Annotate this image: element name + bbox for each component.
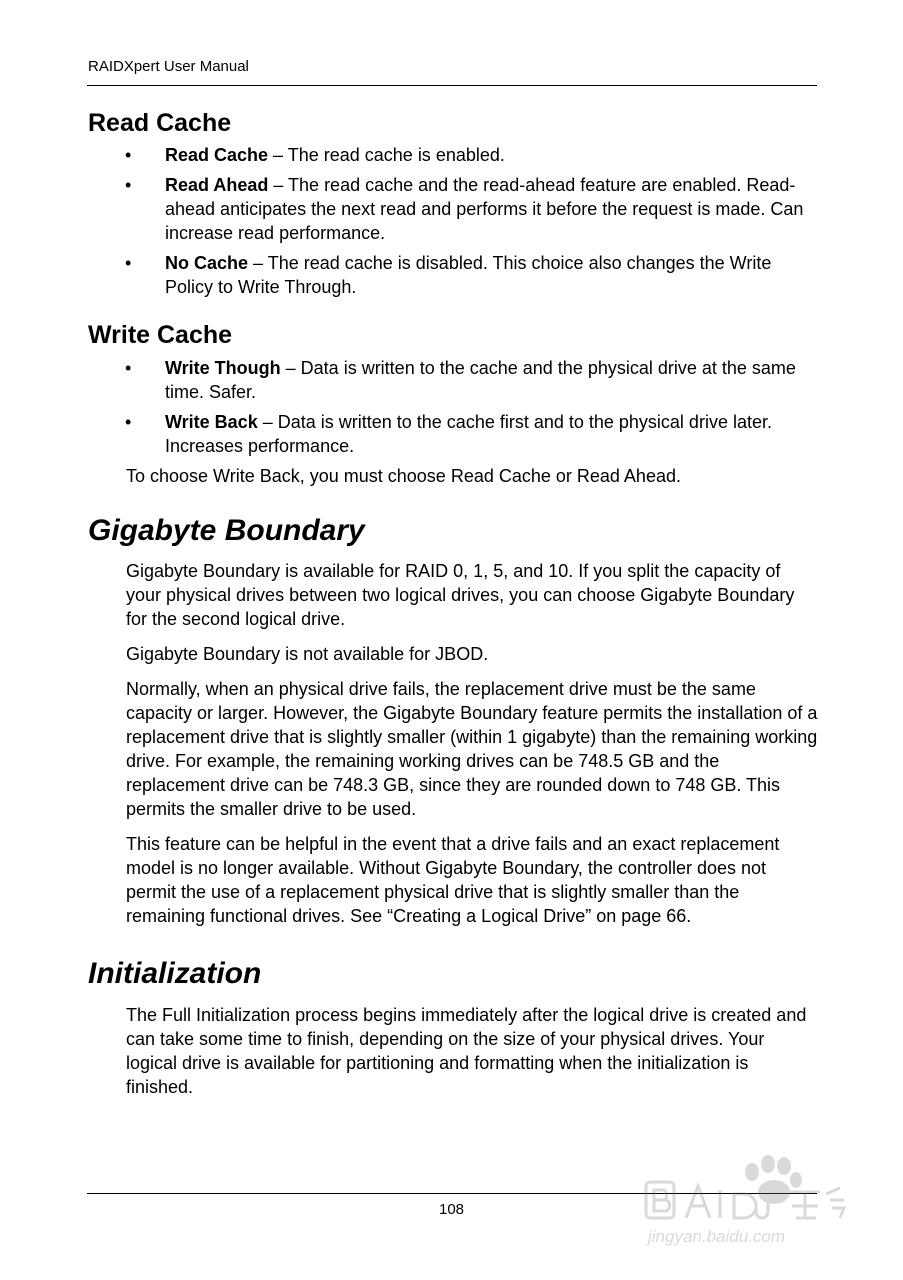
list-item xyxy=(88,173,818,245)
term: Write Though xyxy=(165,358,281,378)
bullet-icon: • xyxy=(125,412,132,432)
bullet-icon: • xyxy=(125,253,132,273)
term: No Cache xyxy=(165,253,249,273)
definition: – Data is written to the cache first and to the physical drive later. Increases performance. xyxy=(165,412,772,456)
paragraph: Gigabyte Boundary is not available for JBOD. xyxy=(126,644,489,664)
paragraph: The Full Initialization process begins immediately after the logical drive is created and can take some time to finish, depending on the size of your physical drives. Your logical drive is available for partitioning and formatting when the initialization is finished. xyxy=(126,1005,807,1097)
bullet-icon: • xyxy=(125,358,132,378)
list-item xyxy=(88,356,818,404)
write-back-note: To choose Write Back, you must choose Read Cache or Read Ahead. xyxy=(126,466,681,486)
list-item xyxy=(88,143,818,167)
running-header: RAIDXpert User Manual xyxy=(88,58,249,75)
svg-text:jingyan.baidu.com: jingyan.baidu.com xyxy=(648,1227,786,1246)
gigabyte-boundary-heading: Gigabyte Boundary xyxy=(88,514,365,547)
initialization-heading: Initialization xyxy=(88,957,262,990)
baidu-watermark-logo xyxy=(640,1150,850,1250)
term: Write Back xyxy=(165,412,258,432)
read-cache-heading: Read Cache xyxy=(88,109,232,137)
term: Read Cache xyxy=(165,145,269,165)
paragraph: Normally, when an physical drive fails, the replacement drive must be the same capacity or larger. However, the Gigabyte Boundary feature permits the installation of a replacement drive that is slightly smaller (within 1 gigabyte) than the remaining working drive. For example, the remaining working drives can be 748.5 GB and the replacement drive can be 748.3 GB, since they are rounded down to 748 GB. This permits the smaller drive to be used. xyxy=(126,679,818,819)
definition: – Data is written to the cache and the physical drive at the same time. Safer. xyxy=(165,358,796,402)
paragraph: This feature can be helpful in the event that a drive fails and an exact replacement model is no longer available. Without Gigabyte Boundary, the controller does not permit the use of a replacement physical drive that is slightly smaller than the remaining functional drives. See “Creating a Logical Drive” on page 66. xyxy=(126,834,780,926)
header-rule xyxy=(87,85,817,86)
list-item xyxy=(88,410,818,458)
definition: – The read cache is disabled. This choice also changes the Write Policy to Write Through. xyxy=(165,253,772,297)
paragraph: Gigabyte Boundary is available for RAID 0, 1, 5, and 10. If you split the capacity of your physical drives between two logical drives, you can choose Gigabyte Boundary for the second logical drive. xyxy=(126,561,795,629)
term: Read Ahead xyxy=(165,175,269,195)
list-item xyxy=(88,251,818,299)
write-cache-heading: Write Cache xyxy=(88,321,233,349)
write-cache-list xyxy=(88,356,818,458)
read-cache-list xyxy=(88,143,818,299)
page-number: 108 xyxy=(438,1201,465,1218)
bullet-icon: • xyxy=(125,145,132,165)
bullet-icon: • xyxy=(125,175,132,195)
page-content xyxy=(88,106,818,1099)
definition: – The read cache is enabled. xyxy=(268,145,505,165)
definition: – The read cache and the read-ahead feature are enabled. Read-ahead anticipates the next read and performs it before the request is made. Can increase read performance. xyxy=(165,175,804,243)
